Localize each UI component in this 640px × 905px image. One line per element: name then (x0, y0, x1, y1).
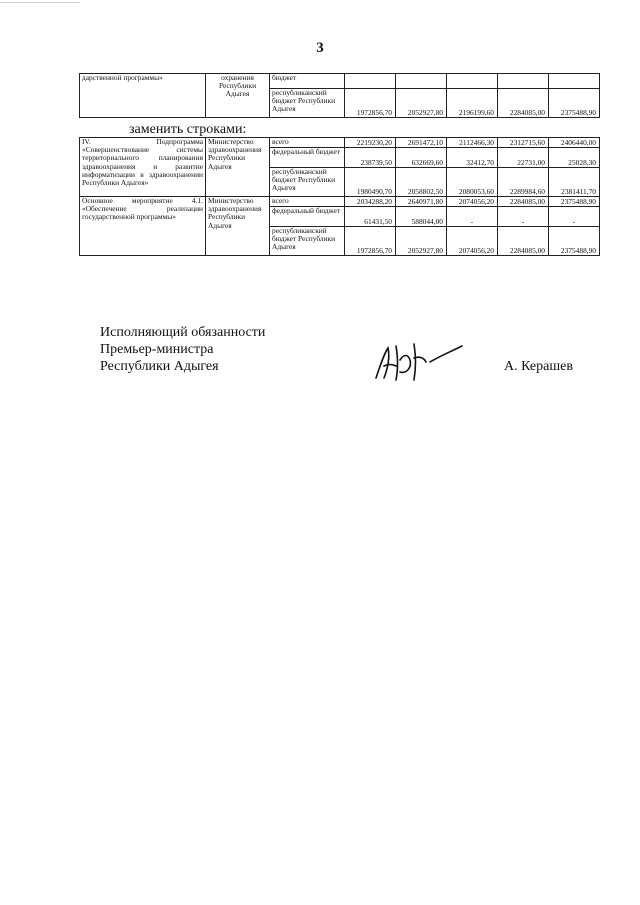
value-cell: 2312715,60 (498, 138, 549, 148)
value-cell: 2375488,90 (549, 227, 600, 256)
value-cell: 2284085,00 (498, 227, 549, 256)
value-cell: 2034288,20 (345, 197, 396, 207)
value-cell: 2219230,20 (345, 138, 396, 148)
scan-crease-line (0, 2, 80, 3)
value-cell: 2691472,10 (396, 138, 447, 148)
value-cell: 1972856,70 (345, 89, 396, 118)
budget-label-cell: федеральный бюджет (270, 148, 345, 168)
value-cell: 2074056,20 (447, 197, 498, 207)
handwritten-signature (370, 338, 470, 384)
value-cell: 2284085,00 (498, 197, 549, 207)
measure-executor-cell: Министерство здравоохранения Республики Адыгея (206, 197, 270, 256)
budget-label-cell: республиканский бюджет Республики Адыгея (270, 227, 345, 256)
signer-name: А. Керашев (504, 359, 573, 374)
table-cell (396, 74, 447, 89)
replace-heading: заменить строками: (129, 122, 247, 137)
value-cell: 32412,70 (447, 148, 498, 168)
value-cell: 25028,30 (549, 148, 600, 168)
signatory-line: Республики Адыгея (100, 359, 219, 374)
page-number: 3 (316, 40, 324, 56)
subprogram-executor-cell: Министерство здравоохранения Республики Адыгея (206, 138, 270, 197)
value-cell: - (549, 207, 600, 227)
value-cell: 61431,50 (345, 207, 396, 227)
signatory-line: Премьер-министра (100, 342, 214, 357)
value-cell: 632669,60 (396, 148, 447, 168)
value-cell: 588044,00 (396, 207, 447, 227)
value-cell: 1980490,70 (345, 168, 396, 197)
subprogram-title-cell: IV. Подпрограмма «Совершенствование системы территориального планирования здравоохранения и развитие информатизации в здравоохранении Республики Адыгея» (80, 138, 206, 197)
budget-label-cell: республиканский бюджет Республики Адыгея (270, 89, 345, 118)
value-cell: - (447, 207, 498, 227)
value-cell: 2289984,60 (498, 168, 549, 197)
table-cell (345, 74, 396, 89)
top-table (79, 73, 600, 118)
budget-label-cell: республиканский бюджет Республики Адыгея (270, 168, 345, 197)
value-cell: 2058802,50 (396, 168, 447, 197)
table-cell (498, 74, 549, 89)
value-cell: 2080053,60 (447, 168, 498, 197)
budget-label-cell: всего (270, 197, 345, 207)
value-cell: 1972856,70 (345, 227, 396, 256)
budget-label-cell: федеральный бюджет (270, 207, 345, 227)
value-cell: 2052927,80 (396, 89, 447, 118)
signatory-line: Исполняющий обязанности (100, 325, 266, 340)
value-cell: 22731,00 (498, 148, 549, 168)
value-cell: 2112466,30 (447, 138, 498, 148)
budget-label-cell: всего (270, 138, 345, 148)
replacement-table (79, 137, 600, 256)
table-cell (549, 74, 600, 89)
value-cell: 2375488,90 (549, 197, 600, 207)
value-cell: 2052927,80 (396, 227, 447, 256)
value-cell: 2196199,60 (447, 89, 498, 118)
value-cell: 2074056,20 (447, 227, 498, 256)
value-cell: 2381411,70 (549, 168, 600, 197)
value-cell: 2640971,80 (396, 197, 447, 207)
program-name-cell: дарственной программы» (80, 74, 206, 118)
executor-cell: охранения Республики Адыгея (206, 74, 270, 118)
budget-label-cell: бюджет (270, 74, 345, 89)
value-cell: 2406440,00 (549, 138, 600, 148)
measure-title-cell: Основное мероприятие 4.1. «Обеспечение реализации государственной программы» (80, 197, 206, 256)
table-cell (447, 74, 498, 89)
value-cell: 2375488,90 (549, 89, 600, 118)
value-cell: 2284085,00 (498, 89, 549, 118)
value-cell: - (498, 207, 549, 227)
value-cell: 238739,50 (345, 148, 396, 168)
signatory-position (100, 324, 265, 375)
